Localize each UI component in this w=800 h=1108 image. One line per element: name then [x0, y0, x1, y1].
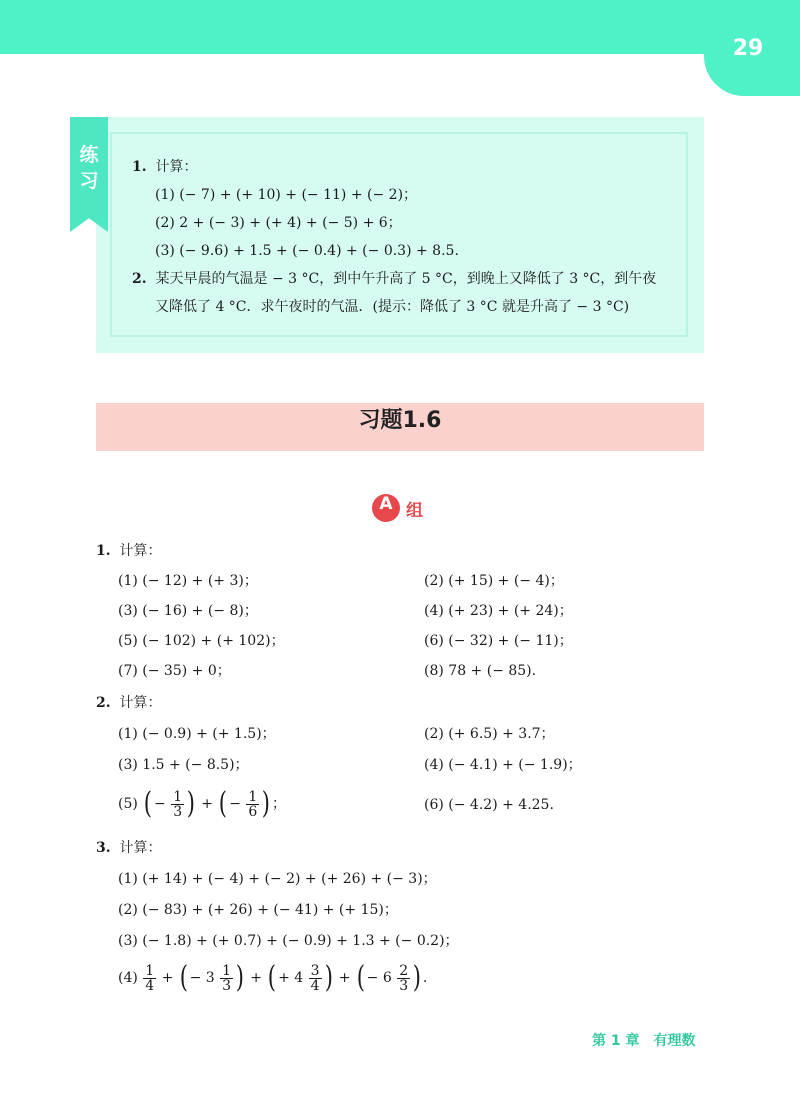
practice-q1-item: (1) (− 7) + (+ 10) + (− 11) + (− 2)；	[155, 187, 418, 203]
problem-1-item: (5) (− 102) + (+ 102)；	[118, 633, 285, 649]
problem-3-item: (1) (+ 14) + (− 4) + (− 2) + (+ 26) + (− 3)；	[118, 871, 437, 887]
practice-q1-item: (2) 2 + (− 3) + (+ 4) + (− 5) + 6；	[155, 215, 402, 231]
page-number: 29	[732, 36, 764, 61]
practice-q1-title: 1. 计算：	[132, 159, 198, 175]
problem-2-item: (3) 1.5 + (− 8.5)；	[118, 757, 249, 773]
fraction: $\frac{1}{3}$	[173, 788, 183, 820]
problem-2-item-5: (5) ( − $\frac{1}{3}$ ) + ( − $\frac{1}{6}$ ) ；	[118, 786, 287, 821]
chapter-footer: 第 1 章 有理数	[592, 1033, 696, 1049]
problem-3-item: (3) (− 1.8) + (+ 0.7) + (− 0.9) + 1.3 + (− 0.2)；	[118, 933, 459, 949]
exercise-title: 习题1.6	[96, 403, 704, 451]
fraction: $\frac{1}{3}$	[222, 962, 232, 994]
practice-q1-item: (3) (− 9.6) + 1.5 + (− 0.4) + (− 0.3) + 8.5.	[155, 243, 459, 259]
practice-q2-line1: 2. 某天早晨的气温是 − 3 °C，到中午升高了 5 °C，到晚上又降低了 3 °C，到午夜	[132, 271, 657, 287]
problem-3-item-4: (4) $\frac{1}{4}$ + ( − 3 $\frac{1}{3}$ ) + ( + 4 $\frac{3}{4}$ ) + ( − 6 $\frac{2}{3}$ ) .	[118, 960, 428, 995]
problem-2-title: 2. 计算：	[96, 695, 162, 711]
problem-2-item: (2) (+ 6.5) + 3.7；	[424, 726, 555, 742]
practice-label: 练 习	[79, 144, 99, 192]
group-a-label: 组	[406, 501, 423, 521]
fraction: $\frac{3}{4}$	[310, 962, 320, 994]
problem-2-item: (4) (− 4.1) + (− 1.9)；	[424, 757, 582, 773]
problem-3-item: (2) (− 83) + (+ 26) + (− 41) + (+ 15)；	[118, 902, 398, 918]
practice-q2-line2: 又降低了 4 °C．求午夜时的气温．(提示：降低了 3 °C 就是升高了 − 3 °C)	[155, 299, 630, 315]
problem-1-item: (1) (− 12) + (+ 3)；	[118, 573, 258, 589]
problem-1-item: (8) 78 + (− 85).	[424, 663, 537, 679]
problem-1-item: (7) (− 35) + 0；	[118, 663, 231, 679]
problem-1-item: (6) (− 32) + (− 11)；	[424, 633, 573, 649]
problem-1-item: (2) (+ 15) + (− 4)；	[424, 573, 564, 589]
problem-1-item: (3) (− 16) + (− 8)；	[118, 603, 258, 619]
fraction: $\frac{1}{4}$	[145, 962, 155, 994]
problem-1-title: 1. 计算：	[96, 543, 162, 559]
group-a-badge: A	[372, 494, 400, 522]
top-color-bar	[0, 0, 800, 54]
fraction: $\frac{1}{6}$	[248, 788, 258, 820]
problem-3-title: 3. 计算：	[96, 840, 162, 856]
problem-2-item: (6) (− 4.2) + 4.25.	[424, 797, 554, 813]
problem-2-item: (1) (− 0.9) + (+ 1.5)；	[118, 726, 276, 742]
fraction: $\frac{2}{3}$	[399, 962, 409, 994]
problem-1-item: (4) (+ 23) + (+ 24)；	[424, 603, 573, 619]
